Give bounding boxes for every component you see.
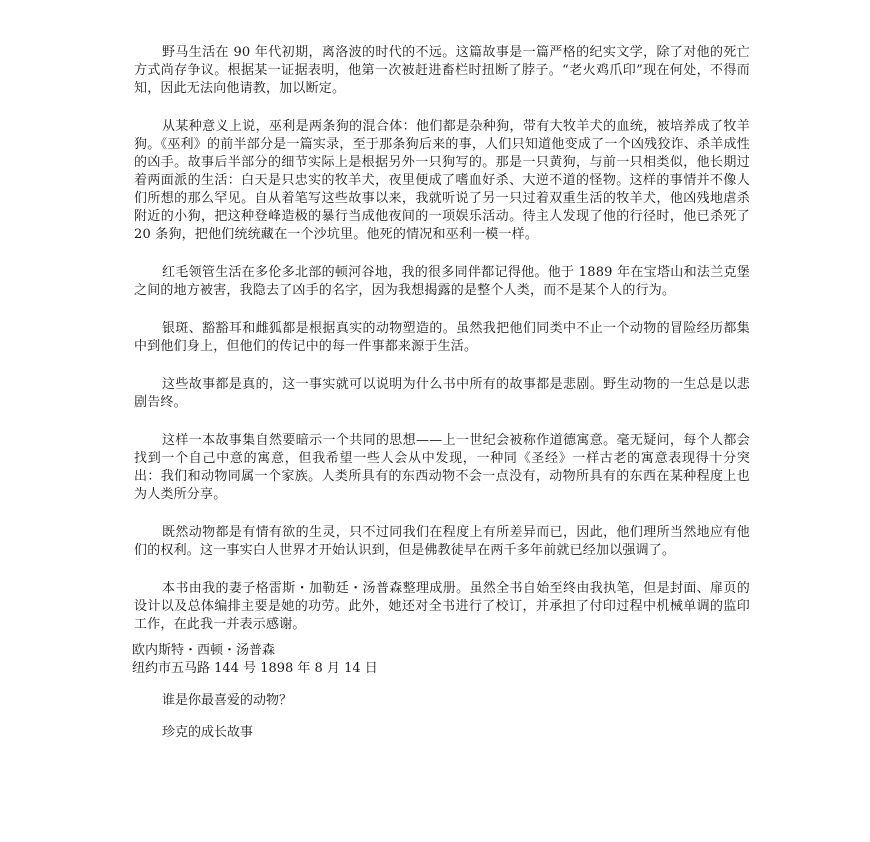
paragraph-redruff: 红毛领管生活在多伦多北部的顿河谷地，我的很多同伴都记得他。他于 1889 年在宝塔山和法兰克堡之间的地方被害，我隐去了凶手的名字，因为我想揭露的是整个人类，而不是某个人的行为。 <box>134 265 750 298</box>
paragraph-rights: 既然动物都是有情有欲的生灵，只不过同我们在程度上有所差异而已，因此，他们理所当然地应有他们的权利。这一事实白人世界才开始认识到，但是佛教徒早在两千多年前就已经加以强调了。 <box>134 525 750 558</box>
heading-favorite-animal: 谁是你最喜爱的动物？ <box>162 693 293 708</box>
text-column <box>134 44 750 742</box>
paragraph-moral: 这样一本故事集自然要暗示一个共同的思想——上一世纪会被称作道德寓意。毫无疑问，每个人都会找到一个自己中意的寓意，但我希望一些人会从中发现，一种同《圣经》一样古老的寓意表现得十分突出：我们和动物同属一个家族。人类所具有的东西动物不会一点没有，动物所具有的东西在某种程度上也为人类所分享。 <box>134 433 750 502</box>
paragraph-wully: 从某种意义上说，巫利是两条狗的混合体：他们都是杂种狗，带有大牧羊犬的血统，被培养成了牧羊狗。《巫利》的前半部分是一篇实录，至于那条狗后来的事，人们只知道他变成了一个凶残狡诈、杀羊成性的凶手。故事后半部分的细节实际上是根据另外一只狗写的。那是一只黄狗，与前一只相类似，他长期过着两面派的生活：白天是只忠实的牧羊犬，夜里便成了嗜血好杀、大逆不道的怪物。这样的事情并不像人们所想的那么罕见。自从着笔写这些故事以来，我就听说了另一只过着双重生活的牧羊犬，他凶残地虐杀附近的小狗，把这种登峰造极的暴行当成他夜间的一项娱乐活动。待主人发现了他的行径时，他已杀死了 20 条狗，把他们统统藏在一个沙坑里。他死的情况和巫利一模一样。 <box>134 119 750 242</box>
author-signature: 欧内斯特・西顿・汤普森 <box>132 643 276 658</box>
paragraph-mustang: 野马生活在 90 年代初期，离洛波的时代的不远。这篇故事是一篇严格的纪实文学，除了对他的死亡方式尚存争议。根据某一证据表明，他第一次被赶进畜栏时扭断了脖子。“老火鸡爪印”现在何处，不得而知，因此无法向他请教，加以断定。 <box>134 45 750 96</box>
paragraph-acknowledgement: 本书由我的妻子格雷斯・加勒廷・汤普森整理成册。虽然全书自始至终由我执笔，但是封面、扉页的设计以及总体编排主要是她的功劳。此外，她还对全书进行了校订，并承担了付印过程中机械单调的监印工作，在此我一并表示感谢。 <box>134 581 750 632</box>
paragraph-tragedy: 这些故事都是真的，这一事实就可以说明为什么书中所有的故事都是悲剧。野生动物的一生总是以悲剧告终。 <box>134 377 750 410</box>
paragraph-silverspot: 银斑、豁豁耳和雌狐都是根据真实的动物塑造的。虽然我把他们同类中不止一个动物的冒险经历都集中到他们身上，但他们的传记中的每一件事都来源于生活。 <box>134 321 750 354</box>
author-place-date: 纽约市五马路 144 号 1898 年 8 月 14 日 <box>132 661 378 676</box>
heading-story-title: 珍克的成长故事 <box>162 725 254 740</box>
